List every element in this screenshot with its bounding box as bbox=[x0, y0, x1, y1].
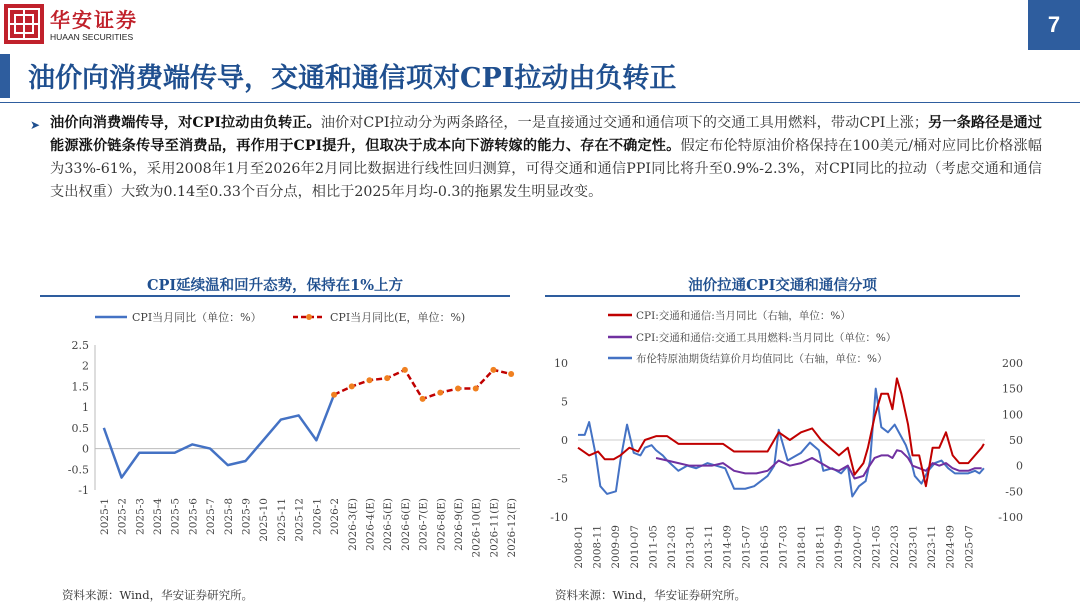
seal-icon bbox=[4, 4, 44, 44]
x-tick-label: 2025-11 bbox=[275, 498, 288, 542]
x-tick-label: 2012-03 bbox=[665, 525, 678, 569]
x-tick-label: 2025-8 bbox=[222, 498, 235, 535]
left-chart bbox=[35, 300, 519, 590]
series-line-cpi-estimate bbox=[334, 370, 511, 399]
x-tick-label: 2026-1 bbox=[311, 498, 324, 535]
left-chart-rule bbox=[40, 295, 510, 297]
left-chart-title: CPI延续温和回升态势，保持在1%上方 bbox=[146, 277, 404, 294]
x-tick-label: 2026-9(E) bbox=[453, 498, 466, 551]
data-point-cpi-estimate bbox=[420, 396, 426, 402]
x-tick-label: 2025-2 bbox=[116, 498, 129, 535]
data-point-cpi-estimate bbox=[331, 392, 337, 398]
x-tick-label: 2025-1 bbox=[98, 498, 111, 535]
left-y-tick-label: -10 bbox=[550, 511, 568, 524]
right-chart-source: 资料来源：Wind，华安证券研究所。 bbox=[555, 588, 747, 602]
right-chart-title: 油价拉通CPI交通和通信分项 bbox=[688, 277, 877, 294]
right-y-tick-label: 150 bbox=[1002, 382, 1023, 396]
x-tick-label: 2026-7(E) bbox=[417, 498, 430, 551]
legend-label-2: CPI:交通和通信:交通工具用燃料:当月同比（单位：%） bbox=[636, 332, 897, 344]
data-point-cpi-estimate bbox=[508, 371, 514, 377]
x-tick-label: 2026-8(E) bbox=[435, 498, 448, 551]
title-divider bbox=[0, 102, 1080, 103]
data-point-cpi-estimate bbox=[349, 383, 355, 389]
x-tick-label: 2023-11 bbox=[926, 525, 939, 569]
series-line-brent bbox=[578, 389, 984, 497]
x-tick-label: 2017-03 bbox=[777, 525, 790, 569]
x-tick-label: 2013-01 bbox=[684, 525, 697, 569]
right-y-tick-label: -100 bbox=[998, 511, 1023, 524]
x-tick-label: 2008-11 bbox=[591, 525, 604, 569]
x-tick-label: 2022-03 bbox=[888, 525, 901, 569]
right-y-tick-label: 200 bbox=[1002, 357, 1023, 370]
y-tick-label: 1 bbox=[82, 401, 89, 415]
x-tick-label: 2009-09 bbox=[610, 525, 623, 569]
title-accent-bar bbox=[0, 54, 10, 98]
left-y-tick-label: -5 bbox=[557, 472, 568, 486]
x-tick-label: 2026-3(E) bbox=[346, 498, 359, 551]
page-number: 7 bbox=[1028, 0, 1080, 50]
legend-label-cpi: CPI当月同比（单位：%） bbox=[132, 311, 262, 324]
right-y-tick-label: 0 bbox=[1016, 459, 1023, 473]
legend-label-3: 布伦特原油期货结算价月均值同比（右轴，单位：%） bbox=[636, 353, 888, 365]
page-title: 油价向消费端传导，交通和通信项对CPI拉动由负转正 bbox=[28, 63, 677, 94]
data-point-cpi-estimate bbox=[402, 367, 408, 373]
logo-english-name: HUAAN SECURITIES bbox=[50, 32, 134, 42]
text-segment-2: 假定布伦特原油价格保持在100美元/桶对应同比价格涨幅为33%-61%，采用2008年1月至2026年2月同比数据进行线性回归测算，可得交通和通信PPI同比将升至0.9%-2.3%，对CPI同比的拉动（考虑交通和通信支出权重）大致为0.14至0.33个百分点，相比于2025年月均-0.3的拖累发生明显改变。 bbox=[50, 138, 1042, 200]
x-tick-label: 2018-11 bbox=[814, 525, 827, 569]
x-tick-label: 2024-09 bbox=[944, 525, 957, 569]
logo-chinese-name: 华安证券 bbox=[50, 8, 138, 32]
y-tick-label: -1 bbox=[78, 484, 89, 497]
x-tick-label: 2026-11(E) bbox=[488, 498, 501, 558]
y-tick-label: -0.5 bbox=[67, 463, 89, 477]
left-y-tick-label: 0 bbox=[561, 434, 568, 447]
data-point-cpi-estimate bbox=[366, 377, 372, 383]
x-tick-label: 2025-10 bbox=[258, 498, 271, 542]
y-tick-label: 2.5 bbox=[71, 339, 89, 352]
x-tick-label: 2026-6(E) bbox=[399, 498, 412, 551]
left-y-tick-label: 5 bbox=[561, 395, 568, 409]
x-tick-label: 2014-09 bbox=[721, 525, 734, 569]
x-tick-label: 2018-01 bbox=[796, 525, 809, 569]
data-point-cpi-estimate bbox=[455, 386, 461, 392]
right-chart-rule bbox=[545, 295, 1020, 297]
x-tick-label: 2016-05 bbox=[758, 525, 771, 569]
x-tick-label: 2025-7 bbox=[205, 498, 218, 535]
x-tick-label: 2013-11 bbox=[703, 525, 716, 569]
x-tick-label: 2015-07 bbox=[740, 525, 753, 569]
x-tick-label: 2026-5(E) bbox=[382, 498, 395, 551]
logo-mark bbox=[4, 4, 44, 44]
y-tick-label: 1.5 bbox=[71, 380, 89, 394]
bold-lead: 油价向消费端传导，对CPI拉动由负转正。 bbox=[50, 115, 321, 131]
x-tick-label: 2008-01 bbox=[573, 525, 585, 569]
left-chart-source: 资料来源：Wind，华安证券研究所。 bbox=[62, 588, 254, 602]
x-tick-label: 2010-07 bbox=[628, 525, 641, 569]
data-point-cpi-estimate bbox=[490, 367, 496, 373]
y-tick-label: 0.5 bbox=[71, 421, 89, 435]
data-point-cpi-estimate bbox=[384, 375, 390, 381]
data-point-cpi-estimate bbox=[437, 390, 443, 396]
bold-segment-2: 另一条路径是通过能源涨价链条传导至消费品，再作用于CPI提升，但取决于成本向下游转嫁的能力、存在不确定性。 bbox=[50, 115, 1042, 154]
legend-label-cpi-estimate: CPI当月同比(E，单位：%) bbox=[330, 311, 466, 324]
x-tick-label: 2025-6 bbox=[187, 498, 200, 535]
body-paragraph bbox=[30, 112, 1042, 204]
x-tick-label: 2025-9 bbox=[240, 498, 253, 535]
y-tick-label: 2 bbox=[82, 359, 89, 373]
x-tick-label: 2026-10(E) bbox=[470, 498, 483, 558]
right-y-tick-label: -50 bbox=[1005, 485, 1023, 499]
left-y-tick-label: 10 bbox=[554, 357, 568, 370]
y-tick-label: 0 bbox=[82, 442, 89, 456]
data-point-cpi-estimate bbox=[473, 386, 479, 392]
x-tick-label: 2026-2 bbox=[329, 498, 342, 535]
right-y-tick-label: 50 bbox=[1009, 434, 1023, 447]
x-tick-label: 2023-01 bbox=[907, 525, 920, 569]
x-tick-label: 2026-4(E) bbox=[364, 498, 377, 551]
x-tick-label: 2025-3 bbox=[134, 498, 147, 535]
x-tick-label: 2019-09 bbox=[833, 525, 846, 569]
x-tick-label: 2011-05 bbox=[647, 525, 660, 569]
right-y-tick-label: 100 bbox=[1002, 408, 1023, 422]
legend-label-1: CPI:交通和通信:当月同比（右轴，单位：%） bbox=[636, 310, 851, 322]
x-tick-label: 2020-07 bbox=[851, 525, 864, 569]
series-line-cpi bbox=[104, 395, 334, 478]
right-chart bbox=[540, 300, 1040, 590]
x-tick-label: 2025-4 bbox=[151, 498, 164, 535]
x-tick-label: 2025-5 bbox=[169, 498, 182, 535]
text-segment-1: 油价对CPI拉动分为两条路径，一是直接通过交通和通信项下的交通工具用燃料，带动CPI上涨； bbox=[320, 115, 929, 131]
x-tick-label: 2025-07 bbox=[963, 525, 976, 569]
bullet-arrow-icon: ➤ bbox=[30, 118, 41, 132]
x-tick-label: 2021-05 bbox=[870, 525, 883, 569]
x-tick-label: 2025-12 bbox=[293, 498, 306, 542]
x-tick-label: 2026-12(E) bbox=[506, 498, 519, 558]
legend-marker-cpi-estimate bbox=[306, 314, 312, 320]
series-line-cpi-transport bbox=[578, 378, 984, 486]
